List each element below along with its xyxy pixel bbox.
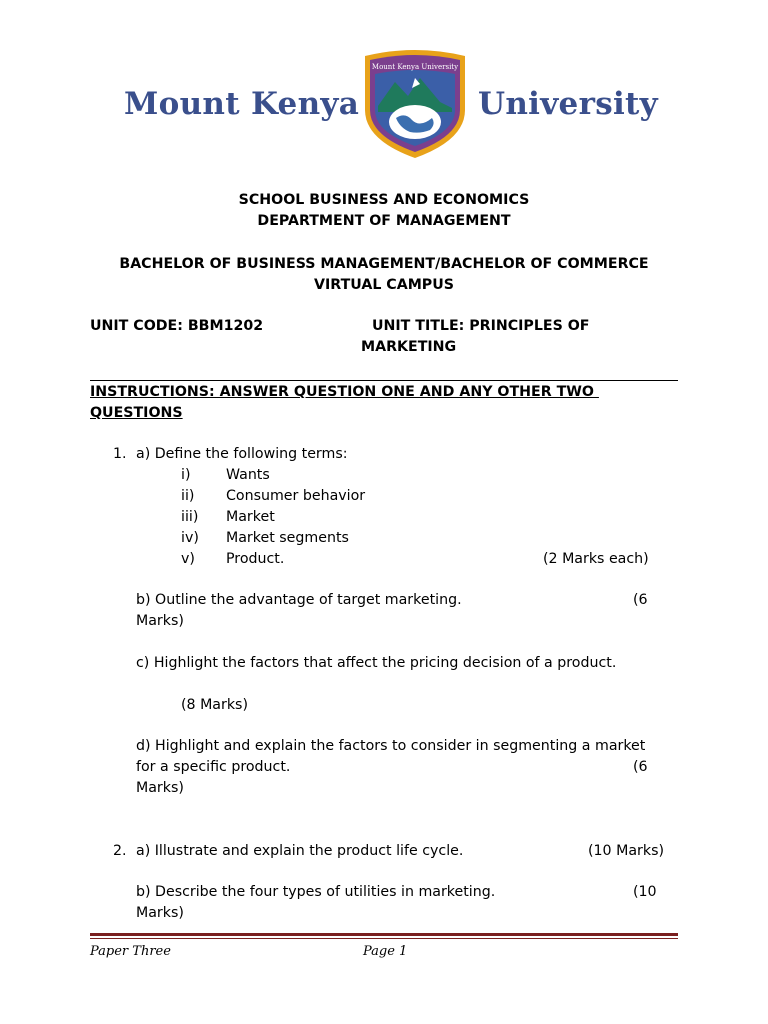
term-number: i): [181, 467, 191, 483]
question-2a-marks: (10 Marks): [588, 843, 665, 859]
question-1b-marks: (6: [633, 592, 648, 608]
term-text: Product.: [226, 551, 285, 567]
term-text: Market segments: [226, 530, 349, 546]
term-number: iii): [181, 509, 199, 525]
footer-rule-thick: [90, 933, 678, 936]
question-2-number: 2.: [113, 843, 127, 859]
question-2a: a) Illustrate and explain the product life cycle.: [136, 843, 464, 859]
term-text: Wants: [226, 467, 270, 483]
term-number: ii): [181, 488, 195, 504]
logo-word-left: Mount Kenya: [124, 86, 360, 122]
term-text: Consumer behavior: [226, 488, 366, 504]
question-1b-marks-continued: Marks): [136, 613, 184, 629]
instructions-line-2: QUESTIONS: [90, 405, 183, 421]
term-number: iv): [181, 530, 199, 546]
question-2b-marks: (10: [633, 884, 657, 900]
question-1-number: 1.: [113, 446, 127, 462]
question-1d-continued: for a specific product.: [136, 759, 291, 775]
question-1c-marks: (8 Marks): [181, 697, 248, 713]
unit-title-continued: MARKETING: [361, 339, 457, 355]
question-1d-marks-continued: Marks): [136, 780, 184, 796]
term-number: v): [181, 551, 195, 567]
footer-page-number: Page 1: [363, 944, 408, 959]
unit-title: UNIT TITLE: PRINCIPLES OF: [372, 318, 590, 334]
logo-word-right: University: [478, 86, 658, 122]
university-crest-logo: [360, 48, 470, 160]
question-2b: b) Describe the four types of utilities in marketing.: [136, 884, 496, 900]
question-1b: b) Outline the advantage of target marketing.: [136, 592, 462, 608]
crest-text: Mount Kenya University: [371, 63, 459, 71]
unit-code: UNIT CODE: BBM1202: [90, 318, 264, 334]
question-1d: d) Highlight and explain the factors to consider in segmenting a market: [136, 738, 646, 754]
question-1c: c) Highlight the factors that affect the pricing decision of a product.: [136, 655, 617, 671]
instructions-line-1: INSTRUCTIONS: ANSWER QUESTION ONE AND ANY OTHER TWO: [90, 384, 599, 400]
school-heading: SCHOOL BUSINESS AND ECONOMICS: [238, 192, 530, 208]
header-divider: [90, 380, 678, 381]
campus-heading: VIRTUAL CAMPUS: [314, 277, 454, 293]
footer-rule-thin: [90, 938, 678, 939]
question-1a-marks: (2 Marks each): [543, 551, 649, 567]
programme-heading: BACHELOR OF BUSINESS MANAGEMENT/BACHELOR OF COMMERCE: [119, 256, 649, 272]
question-1d-marks: (6: [633, 759, 648, 775]
department-heading: DEPARTMENT OF MANAGEMENT: [257, 213, 511, 229]
footer-paper: Paper Three: [90, 944, 171, 959]
question-1a: a) Define the following terms:: [136, 446, 348, 462]
term-text: Market: [226, 509, 275, 525]
question-2b-marks-continued: Marks): [136, 905, 184, 921]
